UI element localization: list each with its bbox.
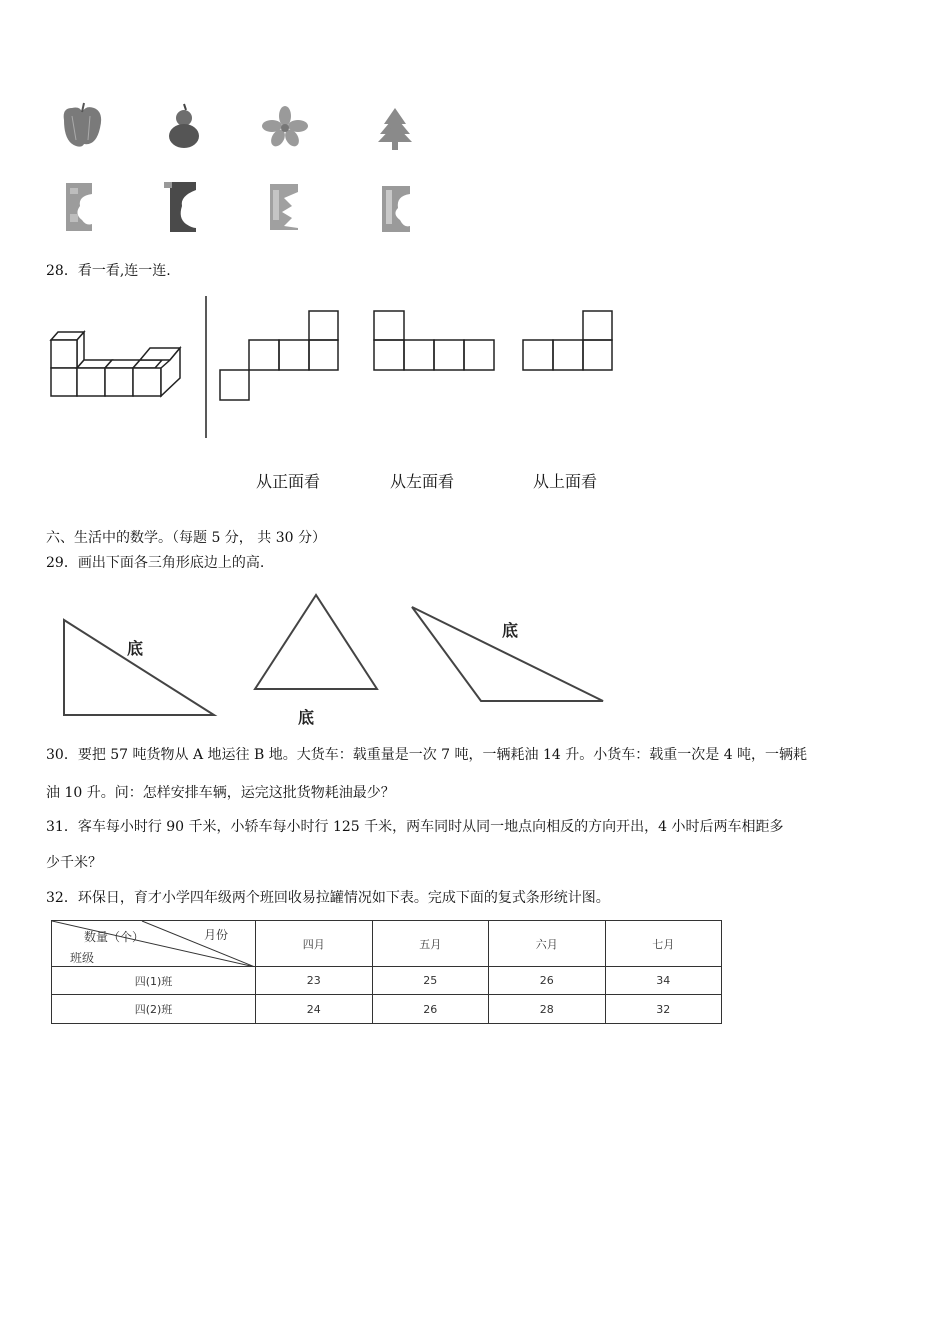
- month-header: 四月: [256, 921, 373, 967]
- question-32: 32．环保日，育才小学四年级两个班回收易拉罐情况如下表。完成下面的复式条形统计图。: [46, 890, 610, 906]
- question-31-line-1: 31．客车每小时行 90 千米，小轿车每小时行 125 千米，两车同时从同一地点向相反的方向开出，4 小时后两车相距多: [46, 819, 784, 835]
- value-cell: 28: [489, 995, 606, 1024]
- section-6-heading: 六、生活中的数学。（每题 5 分， 共 30 分）: [46, 530, 326, 546]
- question-text: 画出下面各三角形底边上的高.: [77, 555, 265, 571]
- cutout-card-2: [164, 182, 196, 232]
- triangle-3-base-label: 底: [502, 621, 519, 640]
- flower-icon: [262, 106, 308, 149]
- question-29: [46, 553, 264, 573]
- view-shape-2: [374, 311, 494, 370]
- value-cell: 25: [372, 967, 489, 995]
- table-header-row: [52, 921, 722, 967]
- table-corner-header: [52, 921, 256, 967]
- table-row: [52, 967, 722, 995]
- question-text: 看一看,连一连.: [77, 263, 171, 279]
- cutout-card-3: [270, 184, 298, 230]
- month-header: 五月: [372, 921, 489, 967]
- header-class: 班级: [70, 951, 95, 965]
- cutout-card-4: [382, 186, 410, 232]
- cube-views-diagram: [0, 290, 950, 450]
- header-month: 月份: [204, 928, 229, 942]
- value-cell: 26: [372, 995, 489, 1024]
- class-name-cell: 四(2)班: [52, 995, 256, 1024]
- view-shape-3: [523, 311, 612, 370]
- question-31-line-2: 少千米？: [46, 855, 102, 871]
- value-cell: 24: [256, 995, 373, 1024]
- month-header: 六月: [489, 921, 606, 967]
- cutout-card-1: [66, 183, 92, 231]
- triangles-diagram: [0, 585, 950, 735]
- header-quantity: 数量（个）: [84, 930, 145, 944]
- value-cell: 26: [489, 967, 606, 995]
- cube-stack-3d: [51, 332, 180, 396]
- tree-icon: [378, 108, 412, 150]
- value-cell: 23: [256, 967, 373, 995]
- view-shape-1: [220, 311, 338, 400]
- triangle-1-base-label: 底: [127, 639, 144, 658]
- value-cell: 32: [605, 995, 722, 1024]
- triangle-2-base-label: 底: [298, 708, 315, 727]
- apple-icon: [64, 103, 101, 147]
- view-label-top: 从上面看: [533, 472, 598, 491]
- question-number: 29．: [46, 555, 78, 571]
- table-row: [52, 995, 722, 1024]
- triangle-right: [64, 620, 214, 715]
- gourd-icon: [169, 104, 199, 148]
- question-28: [46, 261, 171, 281]
- matching-pictures: [0, 0, 950, 250]
- class-name-cell: 四(1)班: [52, 967, 256, 995]
- month-header: 七月: [605, 921, 722, 967]
- value-cell: 34: [605, 967, 722, 995]
- triangle-acute: [255, 595, 377, 689]
- question-30-line-2: 油 10 升。问：怎样安排车辆，运完这批货物耗油最少？: [46, 785, 395, 801]
- recycling-table: [51, 920, 722, 1024]
- view-label-front: 从正面看: [256, 472, 321, 491]
- question-number: 28．: [46, 263, 78, 279]
- question-30-line-1: 30．要把 57 吨货物从 A 地运往 B 地。大货车：载重量是一次 7 吨，一辆耗油 14 升。小货车：载重一次是 4 吨，一辆耗: [46, 747, 808, 763]
- view-label-left: 从左面看: [390, 472, 455, 491]
